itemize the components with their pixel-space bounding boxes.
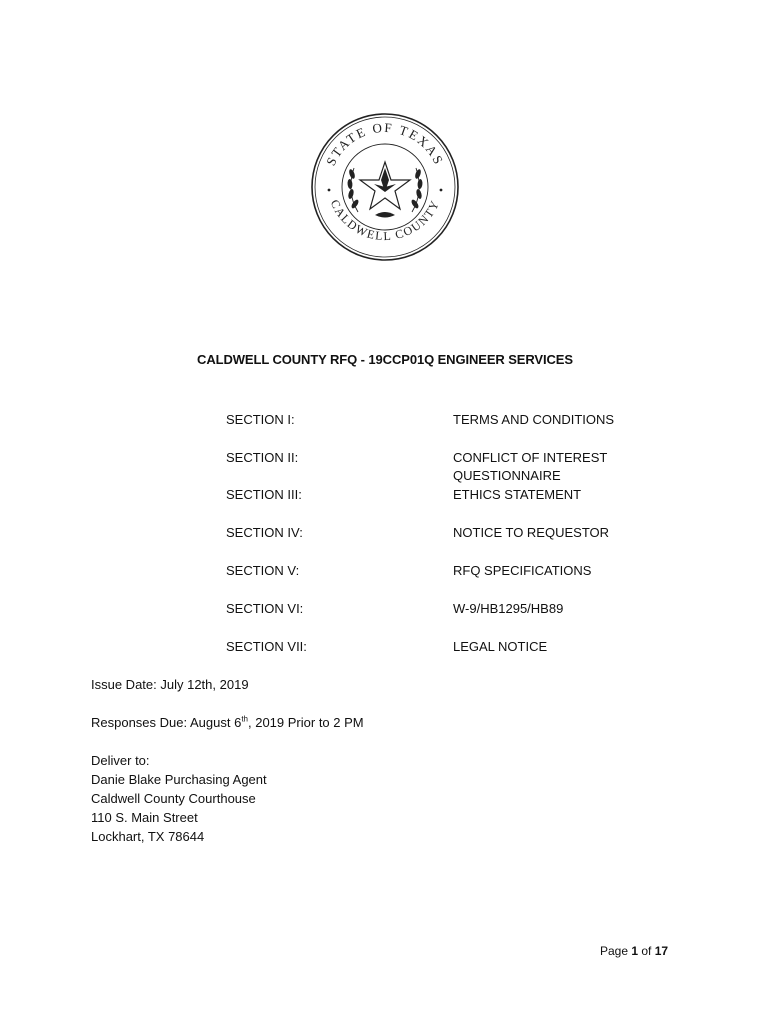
section-value: RFQ SPECIFICATIONS: [453, 563, 592, 578]
section-label: SECTION VII:: [226, 639, 307, 654]
section-label: SECTION II:: [226, 450, 299, 465]
responses-due-prefix: Responses Due: August 6: [91, 715, 242, 730]
total-pages: 17: [654, 944, 669, 958]
section-label: SECTION III:: [226, 487, 302, 502]
responses-due-suffix: , 2019 Prior to 2 PM: [248, 715, 364, 730]
address-line: Lockhart, TX 78644: [91, 829, 205, 844]
page-number-prefix: Page: [600, 944, 632, 958]
deliver-heading: Deliver to:: [91, 753, 150, 768]
section-label: SECTION VI:: [226, 601, 304, 616]
section-value: NOTICE TO REQUESTOR: [453, 525, 610, 540]
section-value: CONFLICT OF INTEREST: [453, 450, 608, 465]
section-label: SECTION V:: [226, 563, 300, 578]
document-title: CALDWELL COUNTY RFQ - 19CCP01Q ENGINEER SERVICES: [197, 352, 573, 367]
section-value: QUESTIONNAIRE: [453, 468, 561, 483]
issue-date: Issue Date: July 12th, 2019: [91, 677, 249, 692]
svg-text:STATE OF TEXAS: STATE OF TEXAS: [322, 119, 448, 168]
section-value: LEGAL NOTICE: [453, 639, 548, 654]
county-seal-logo: [310, 112, 460, 262]
svg-text:CALDWELL COUNTY: CALDWELL COUNTY: [327, 197, 443, 244]
current-page: 1: [631, 944, 639, 958]
section-label: SECTION I:: [226, 412, 295, 427]
section-value: W-9/HB1295/HB89: [453, 601, 564, 616]
address-line: 110 S. Main Street: [91, 810, 198, 825]
section-value: TERMS AND CONDITIONS: [453, 412, 615, 427]
responses-due-ordinal: th: [241, 714, 248, 724]
address-line: Caldwell County Courthouse: [91, 791, 256, 806]
page-number-middle: of: [638, 944, 655, 958]
responses-due: [91, 713, 364, 732]
address-line: Danie Blake Purchasing Agent: [91, 772, 267, 787]
section-label: SECTION IV:: [226, 525, 303, 540]
delivery-address: [91, 751, 267, 846]
page-number: [600, 944, 690, 958]
section-value: ETHICS STATEMENT: [453, 487, 582, 502]
